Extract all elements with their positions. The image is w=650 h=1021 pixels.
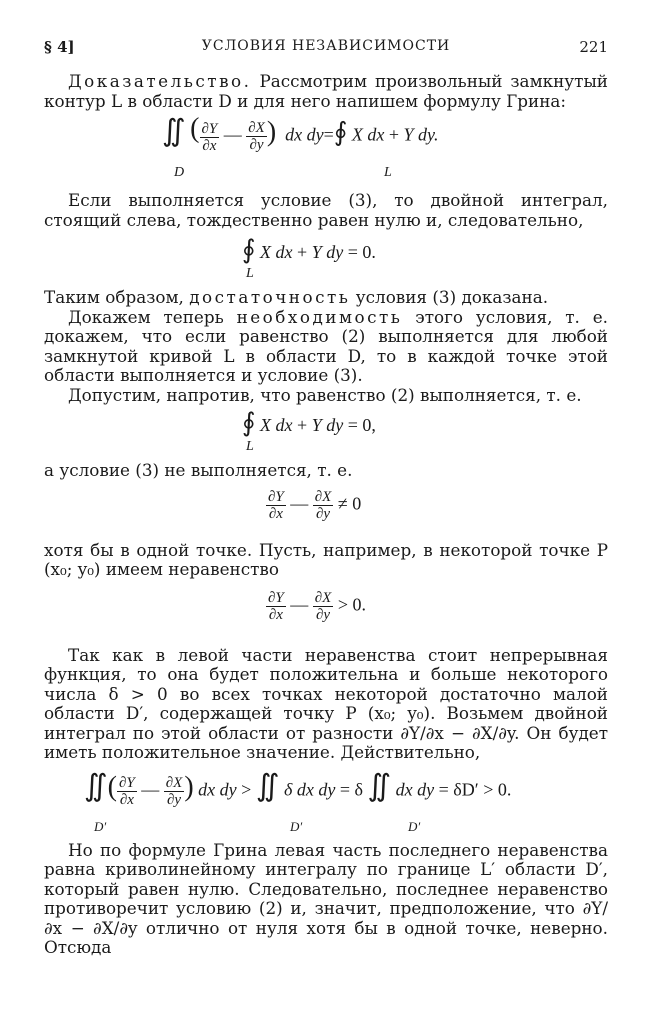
paragraph: Так как в левой части неравенства стоит непрерывная функция, то она будет положительна и больше некоторого числа δ > 0 во всех точках некоторой достаточно малой области D′, содержащей точку P (x₀; y₀). Возьмем двойной интеграл по этой области от разности ∂Y/∂x − ∂X/∂y. Он будет иметь положительное значение. Действительно, — [44, 644, 608, 762]
section-number: § 4] — [44, 38, 75, 56]
equation-double-integral-inequality: ∬( $\frac{\partial Y}{\partial x}$ — $\frac{\partial X}{\partial y}$ ) dx dy > ∬ δ dx dy = δ ∬ dx dy = δD′ > 0. D′ D′ D′ — [44, 773, 608, 833]
spaced-word: Доказательство. — [68, 71, 252, 91]
paragraph: Если выполняется условие (3), то двойной интеграл, стоящий слева, тождественно равен нулю и, следовательно, — [44, 190, 608, 230]
integral-subscript: D′ — [94, 818, 107, 834]
integral-subscript: L — [384, 165, 392, 180]
page — [44, 30, 608, 958]
page-header — [44, 30, 608, 60]
integral-subscript: L — [246, 439, 254, 454]
integral-subscript: D′ — [408, 818, 421, 834]
page-number: 221 — [579, 38, 608, 56]
paragraph-text: Рассмотрим произвольный замкнутый контур L в области D и для него напишем формулу Грина: — [44, 71, 608, 111]
integral-subscript: D — [174, 165, 185, 180]
equation-contour-zero: ∮ X dx + Y dy = 0. L — [44, 234, 608, 282]
paragraph: Но по формуле Грина левая часть последнего неравенства равна криволинейному интегралу по границе L′ области D′, который равен нулю. Следовательно, последнее неравенство противоречит условию (2) и, значит, предположение, что ∂Y/∂x − ∂X/∂y отлично от нуля хотя бы в одной точке, неверно. Отсюда — [44, 839, 608, 957]
equation-contour-zero-2: ∮ X dx + Y dy = 0, L — [44, 407, 608, 457]
equation-green-formula: ∬ ( $\frac{\partial Y}{\partial x}$ — $\frac{\partial X}{\partial y}$ ) dx dy=∮ X dx + Y dy. D L — [44, 119, 608, 181]
running-title: УСЛОВИЯ НЕЗАВИСИМОСТИ — [201, 38, 451, 54]
equation-not-equal: $\frac{\partial Y}{\partial x}$ — $\frac{\partial X}{\partial y}$ ≠ 0 — [268, 488, 362, 522]
integral-subscript: L — [246, 266, 254, 281]
paragraph: Допустим, напротив, что равенство (2) выполняется, т. е. — [68, 384, 582, 405]
paragraph: Таким образом, достаточность условия (3) доказана. — [44, 287, 549, 307]
integral-subscript: D′ — [290, 818, 303, 834]
equation-greater-zero: $\frac{\partial Y}{\partial x}$ — $\frac{\partial X}{\partial y}$ > 0. — [268, 589, 366, 623]
paragraph-proof-intro — [44, 72, 608, 111]
paragraph: Докажем теперь необходимость этого условия, т. е. докажем, что если равенство (2) выполняется для любой замкнутой кривой L в области D, то в каждой точке этой области выполняется и условие (3). — [44, 306, 608, 385]
paragraph: а условие (3) не выполняется, т. е. — [44, 460, 353, 480]
paragraph: хотя бы в одной точке. Пусть, например, в некоторой точке P (x₀; y₀) имеем неравенство — [44, 539, 608, 579]
